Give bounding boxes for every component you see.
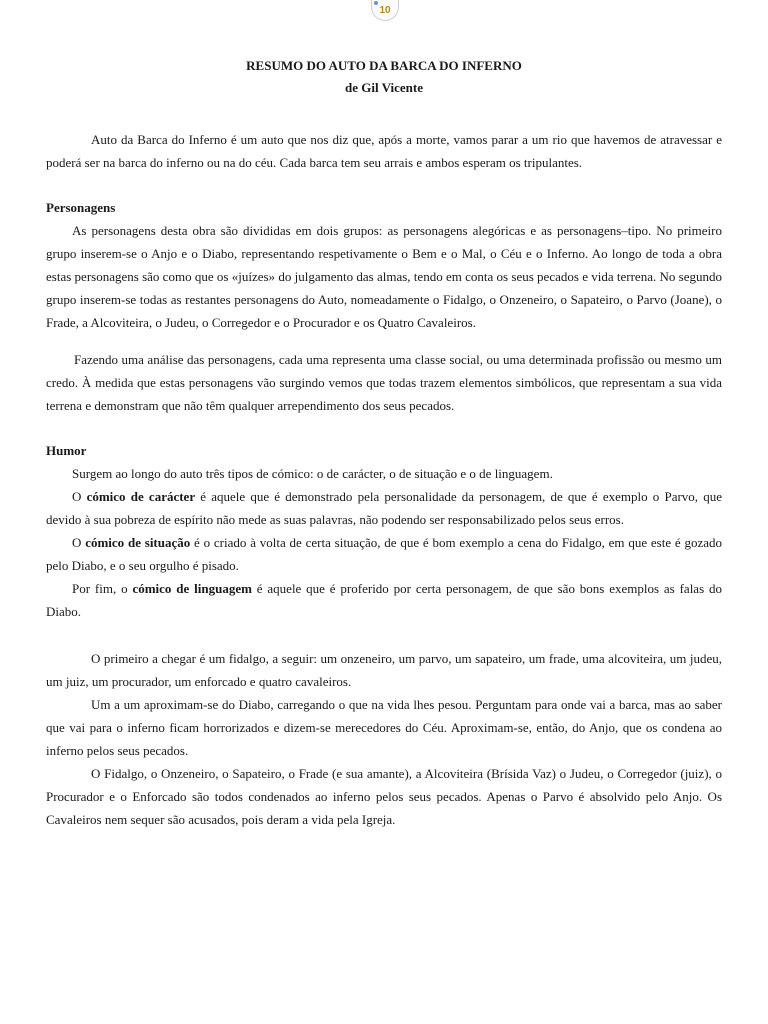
personagens-paragraph-1: As personagens desta obra são divididas em dois grupos: as personagens alegóricas e as personagens–tipo. No primeiro grupo inserem-se o Anjo e o Diabo, representando respetivamente o Bem e o Mal, o Céu e o Inferno. Ao longo de toda a obra estas personagens são como que os «juízes» do julgamento das almas, tendo em conta os seus pecados e vida terrena. No segundo grupo inserem-se todas as restantes personagens do Auto, nomeadamente o Fidalgo, o Onzeneiro, o Sapateiro, o Parvo (Joane), o Frade, a Alcoviteira, o Judeu, o Corregedor e o Procurador e os Quatro Cavaleiros.: [46, 223, 722, 330]
resumo-paragraph-1: O primeiro a chegar é um fidalgo, a seguir: um onzeneiro, um parvo, um sapateiro, um frade, uma alcoviteira, um judeu, um juiz, um procurador, um enforcado e quatro cavaleiros.: [46, 651, 722, 689]
humor-text: é aquele que é demonstrado pela personalidade da personagem, de que é exemplo o Parvo, que devido à sua pobreza de espírito não mede as suas palavras, não podendo ser responsabilizado pelos seus erros.: [46, 489, 722, 527]
page-number-badge: [371, 0, 399, 21]
humor-text: O: [72, 489, 87, 504]
section-heading-humor: Humor: [46, 443, 87, 458]
humor-paragraph-linguagem: [46, 577, 722, 623]
term-comico-linguagem: cómico de linguagem: [132, 581, 252, 596]
section-heading-personagens: Personagens: [46, 200, 116, 215]
humor-paragraph-situacao: [46, 531, 722, 577]
humor-text: O: [72, 535, 86, 550]
term-comico-situacao: cómico de situação: [85, 535, 191, 550]
humor-text: é aquele que é proferido por certa personagem, de que são bons exemplos as falas do Diabo.: [46, 581, 722, 619]
document-subtitle: de Gil Vicente: [345, 80, 423, 95]
humor-text: Por fim, o: [72, 581, 133, 596]
humor-paragraph-carater: [46, 485, 722, 531]
document-title: RESUMO DO AUTO DA BARCA DO INFERNO: [246, 58, 522, 73]
badge-dot-icon: [374, 1, 378, 5]
resumo-paragraph-3: O Fidalgo, o Onzeneiro, o Sapateiro, o Frade (e sua amante), a Alcoviteira (Brísida Vaz) o Judeu, o Corregedor (juiz), o Procurador e o Enforcado são todos condenados ao inferno pelos seus pecados. Apenas o Parvo é absolvido pelo Anjo. Os Cavaleiros nem sequer são acusados, pois deram a vida pela Igreja.: [46, 766, 722, 827]
term-comico-carater: cómico de carácter: [86, 489, 196, 504]
document-body: [46, 56, 722, 831]
humor-text: é o criado à volta de certa situação, de que é bom exemplo a cena do Fidalgo, em que este é gozado pelo Diabo, e o seu orgulho é pisado.: [46, 535, 723, 573]
humor-paragraph-1: Surgem ao longo do auto três tipos de cómico: o de carácter, o de situação e o de linguagem.: [72, 466, 553, 481]
intro-paragraph: Auto da Barca do Inferno é um auto que nos diz que, após a morte, vamos parar a um rio que havemos de atravessar e poderá ser na barca do inferno ou na do céu. Cada barca tem seu arrais e ambos esperam os tripulantes.: [46, 132, 722, 170]
page-number: 10: [379, 5, 391, 16]
resumo-paragraph-2: Um a um aproximam-se do Diabo, carregando o que na vida lhes pesou. Perguntam para onde vai a barca, mas ao saber que vai para o inferno ficam horrorizados e dizem-se merecedores do Céu. Aproximam-se, então, do Anjo, que os condena ao inferno pelos seus pecados.: [46, 697, 722, 758]
personagens-paragraph-2: Fazendo uma análise das personagens, cada uma representa uma classe social, ou uma determinada profissão ou mesmo um credo. À medida que estas personagens vão surgindo vemos que todas trazem elementos simbólicos, que representam a sua vida terrena e demonstram que não têm qualquer arrependimento dos seus pecados.: [46, 352, 722, 413]
